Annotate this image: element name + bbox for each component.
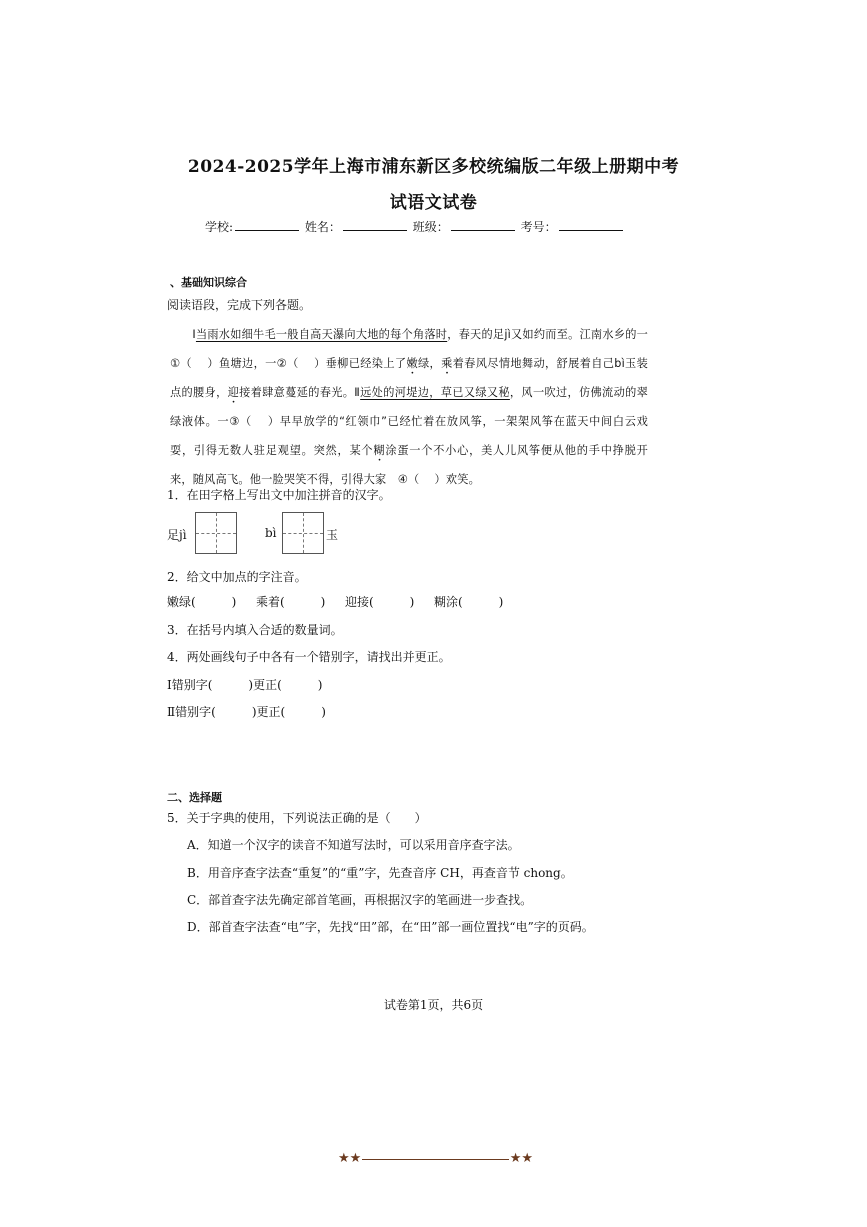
exam-title-line2: 试语文试卷 [389, 193, 478, 213]
name-label: 姓名： [304, 220, 341, 234]
passage-text: Ⅰ [192, 328, 196, 341]
q2-item[interactable]: 乘着( ) [256, 595, 326, 609]
exam-no-blank[interactable] [559, 218, 623, 231]
class-blank[interactable] [451, 218, 515, 231]
class-label: 班级： [412, 220, 449, 234]
section1-heading: 、基础知识综合 [170, 276, 247, 289]
option-c[interactable]: C．部首查字法先确定部首笔画，再根据汉字的笔画进一步查找。 [187, 893, 533, 907]
exam-title-line1: 2024-2025学年上海市浦东新区多校统编版二年级上册期中考 [187, 157, 680, 177]
dotted-char: 糊 [373, 444, 386, 457]
footer-decoration [338, 1150, 533, 1168]
student-info-row [205, 218, 625, 235]
passage-text: 绿， [418, 357, 442, 370]
option-b[interactable]: B．用音序查字法查“重复”的“重”字，先查音序 CH，再查音节 chong。 [187, 866, 573, 880]
school-blank[interactable] [235, 218, 299, 231]
reading-passage [170, 320, 648, 494]
passage-text: ，风一吹过，仿佛流动的翠绿液体。一③（ ）早早放学的“红领巾”已经忙着在放风筝，一架架风筝在蓝天中间白云戏耍，引得无数人驻足观望。突然，某个 [170, 386, 648, 457]
passage-text: ，春天的足jì又如约而至。江南水乡的一①（ ）鱼塘边，一②（ ）垂柳已经染上了 [170, 328, 649, 370]
passage-text: 着春风尽情地舞动，舒展着自己bì玉装点的腰身， [170, 357, 648, 399]
option-a[interactable]: A．知道一个汉字的读音不知道写法时，可以采用音序查字法。 [187, 838, 520, 852]
star-icon: ★★ [509, 1151, 533, 1166]
section2-heading: 二、选择题 [167, 791, 222, 804]
divider-line [362, 1159, 509, 1160]
question-3: 3．在括号内填入合适的数量词。 [167, 623, 343, 637]
question-4: 4．两处画线句子中各有一个错别字，请找出并更正。 [167, 650, 451, 664]
q1-label-c: 玉 [326, 528, 339, 542]
school-label: 学校: [205, 220, 234, 234]
q1-label-b: bì [265, 526, 277, 540]
passage-text: 接着肆意蔓延的春光。Ⅱ [239, 386, 361, 399]
page-footer: 试卷第1页，共6页 [383, 998, 484, 1012]
question-1: 1．在田字格上写出文中加注拼音的汉字。 [167, 488, 391, 502]
dotted-char: 乘 [441, 357, 453, 370]
q1-label-a: 足jì [167, 528, 187, 542]
dotted-char: 迎 [227, 386, 240, 399]
q2-item[interactable]: 迎接( ) [345, 595, 415, 609]
question-2: 2．给文中加点的字注音。 [167, 570, 307, 584]
q4-line-1[interactable]: Ⅰ错别字( )更正( ) [167, 678, 323, 692]
tianzige-box-2[interactable] [282, 512, 324, 554]
q2-item[interactable]: 糊涂( ) [434, 595, 504, 609]
q2-item[interactable]: 嫩绿( ) [167, 595, 237, 609]
star-icon: ★★ [338, 1151, 362, 1166]
name-blank[interactable] [343, 218, 407, 231]
dotted-char: 嫩 [406, 357, 418, 370]
section1-instruction: 阅读语段，完成下列各题。 [167, 298, 312, 312]
q4-line-2[interactable]: Ⅱ错别字( )更正( ) [167, 705, 326, 719]
question-5: 5．关于字典的使用，下列说法正确的是（ ） [167, 811, 427, 825]
tianzige-box-1[interactable] [195, 512, 237, 554]
exam-no-label: 考号： [520, 220, 557, 234]
underlined-sentence-1: 当雨水如细牛毛一般自高天瀑向大地的每个角落时 [195, 328, 448, 341]
passage-text: 涂蛋一个不小心，美人儿风筝便从他的手中挣脱开来，随风高飞。他一脸哭笑不得，引得大家 ④（ ）欢笑。 [170, 444, 648, 486]
underlined-sentence-2: 远处的河堤边，草已又绿又秘 [360, 386, 510, 399]
option-d[interactable]: D．部首查字法查“电”字，先找“田”部，在“田”部一画位置找“电”字的页码。 [187, 920, 594, 934]
